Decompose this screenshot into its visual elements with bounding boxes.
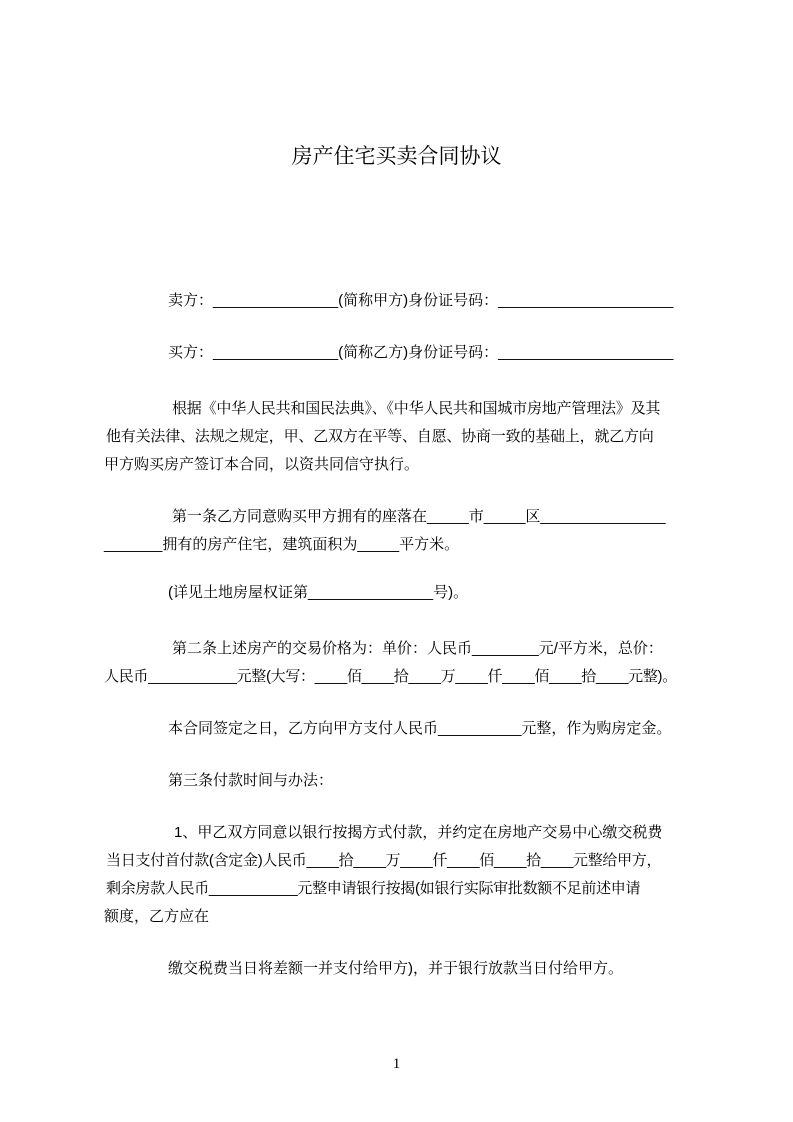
article1-line-2: _______拥有的房产住宅，建筑面积为_____平方米。	[104, 536, 460, 553]
payment-line-5: 缴交税费当日将差额一并支付给甲方)，并于银行放款当日付给甲方。	[168, 960, 623, 977]
buyer-line: 买方：_______________(简称乙方)身份证号码：_____________________	[168, 344, 674, 361]
seller-line: 卖方：_______________(简称甲方)身份证号码：_____________________	[168, 292, 674, 309]
deposit-line: 本合同签定之日，乙方向甲方支付人民币__________元整，作为购房定金。	[168, 720, 672, 737]
article3-heading: 第三条付款时间与办法：	[168, 772, 334, 789]
preamble-line-2: 他有关法律、法规之规定，甲、乙双方在平等、自愿、协商一致的基础上，就乙方向	[106, 428, 654, 445]
certificate-line: (详见土地房屋权证第_______________号)。	[168, 584, 469, 601]
article1-line-1: 第一条乙方同意购买甲方拥有的座落在_____市_____区_______________	[172, 508, 666, 525]
payment-line-1: 1、甲乙双方同意以银行按揭方式付款，并约定在房地产交易中心缴交税费	[174, 824, 663, 841]
page-number: 1	[392, 1056, 401, 1072]
payment-line-2: 当日支付首付款(含定金)人民币____拾____万____仟____佰____拾____元整给甲方，	[106, 852, 662, 869]
preamble-line-3: 甲方购买房产签订本合同，以资共同信守执行。	[104, 456, 420, 473]
document-title: 房产住宅买卖合同协议	[291, 145, 502, 168]
payment-line-4: 额度，乙方应在	[104, 908, 210, 925]
payment-line-3: 剩余房款人民币___________元整申请银行按揭(如银行实际审批数额不足前述申请	[106, 880, 641, 897]
preamble-line-1: 根据《中华人民共和国民法典》、《中华人民共和国城市房地产管理法》及其	[172, 400, 661, 417]
article2-line-2: 人民币___________元整(大写：____佰____拾____万____仟____佰____拾____元整)。	[104, 668, 677, 685]
article2-line-1: 第二条上述房产的交易价格为：单价：人民币________元/平方米，总价：	[172, 640, 663, 657]
